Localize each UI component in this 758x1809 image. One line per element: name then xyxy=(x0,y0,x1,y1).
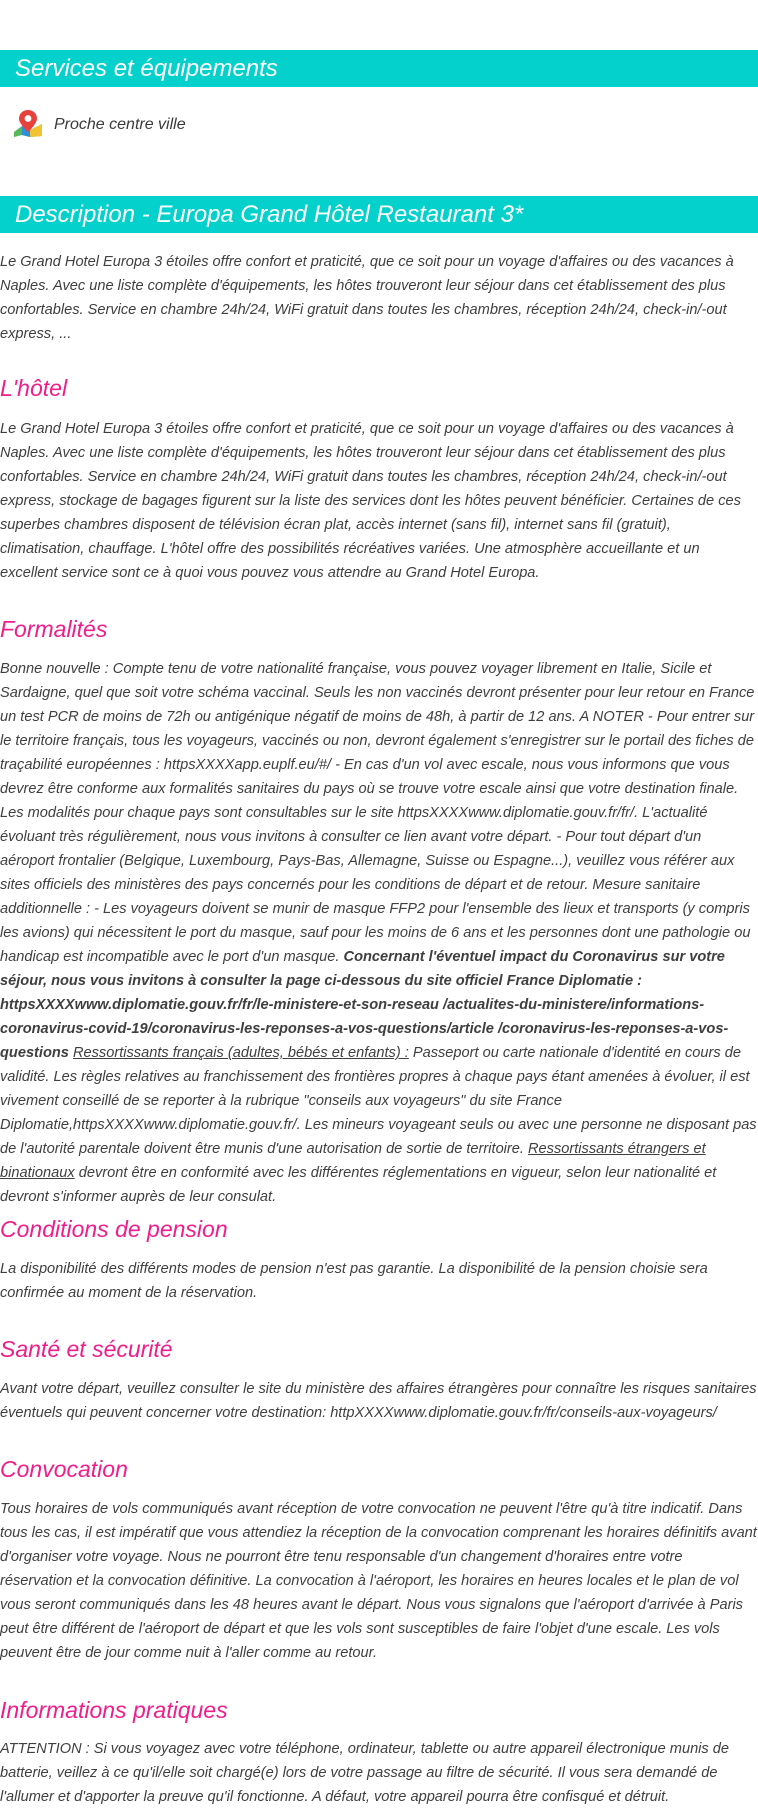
sante-heading: Santé et sécurité xyxy=(0,1336,173,1362)
formalites-heading: Formalités xyxy=(0,616,108,642)
map-pin-icon xyxy=(12,108,44,143)
pension-heading: Conditions de pension xyxy=(0,1216,228,1242)
hotel-heading: L'hôtel xyxy=(0,375,68,401)
service-label: Proche centre ville xyxy=(54,116,186,133)
infos-text: ATTENTION : Si vous voyagez avec votre téléphone, ordinateur, tablette ou autre appareil électronique munis de batterie, veillez à ce qu'il/elle soit chargé(e) lors de votre passage au filtre de sécurité. Il vous sera demandé de l'allumer et d'apporter la preuve qu'il fonctionne. A défaut, votre appareil pourra être confisqué et détruit. xyxy=(0,1741,730,1805)
formalites-text-part-2: Passeport ou carte nationale d'identité en cours de validité. Les règles relatives au franchissement des frontières propres à chaque pays étant amenées à évoluer, il est vivement conseillé de se reporter à la rubrique "conseils aux voyageurs" du site France Diplomatie,httpsXXXXwww.diplomatie.gouv.fr/. Les mineurs voyageant seuls ou avec une personne ne disposant pas de l'autorité parentale doivent être munis d'une autorisation de sortie de territoire. xyxy=(0,1045,757,1157)
infos-heading: Informations pratiques xyxy=(0,1697,228,1723)
convocation-text: Tous horaires de vols communiqués avant réception de votre convocation ne peuvent l'être qu'à titre indicatif. Dans tous les cas, il est impératif que vous attendiez la réception de la convocation comprenant les horaires définitifs avant d'organiser votre voyage. Nous ne pourront être tenu responsable d'un changement d'horaires entre votre réservation et la convocation définitive. La convocation à l'aéroport, les horaires en heures locales et le plan de vol vous seront communiqués dans les 48 heures avant le départ. Nous vous signalons que l'aéroport d'arrivée à Paris peut être différent de l'aéroport de départ et que les vols sont susceptibles de faire l'objet d'une escale. Les vols peuvent être de jour comme nuit à l'aller comme au retour. xyxy=(0,1501,757,1661)
sante-text: Avant votre départ, veuillez consulter le site du ministère des affaires étrangères pour connaître les risques sanitaires éventuels qui peuvent concerner votre destination: httpXXXXwww.diplomatie.gouv.fr/fr/conseils-aux-voyageurs/ xyxy=(0,1381,757,1421)
description-text: Le Grand Hotel Europa 3 étoiles offre confort et praticité, que ce soit pour un voyage d'affaires ou des vacances à Naples. Avec une liste complète d'équipements, les hôtes trouveront leur séjour dans cet établissement des plus confortables. Service en chambre 24h/24, WiFi gratuit dans toutes les chambres, réception 24h/24, check-in/-out express, ... xyxy=(0,254,734,342)
service-item-proche-centre-ville xyxy=(12,108,186,142)
services-title: Services et équipements xyxy=(15,55,278,82)
formalites-underline-foreign: Ressortissants étrangers et binationaux xyxy=(0,1141,706,1181)
services-title-band xyxy=(0,50,758,87)
description-title-band xyxy=(0,196,758,233)
convocation-heading: Convocation xyxy=(0,1456,128,1482)
formalites-bold-notice: Concernant l'éventuel impact du Coronavirus sur votre séjour, nous vous invitons à consulter la page ci-dessous du site officiel France Diplomatie : httpsXXXXwww.diplomatie.gouv.fr/fr/le-ministere-et-son-reseau /actualites-du-ministere/informations-coronavirus-covid-19/coronavirus-les-reponses-a-vos-questions/article /coronavirus-les-reponses-a-vos-questions xyxy=(0,949,729,1061)
hotel-text: Le Grand Hotel Europa 3 étoiles offre confort et praticité, que ce soit pour un voyage d'affaires ou des vacances à Naples. Avec une liste complète d'équipements, les hôtes trouveront leur séjour dans cet établissement des plus confortables. Service en chambre 24h/24, WiFi gratuit dans toutes les chambres, réception 24h/24, check-in/-out express, stockage de bagages figurent sur la liste des services dont les hôtes peuvent bénéficier. Certaines de ces superbes chambres disposent de télévision écran plat, accès internet (sans fil), internet sans fil (gratuit), climatisation, chauffage. L'hôtel offre des possibilités récréatives variées. Une atmosphère accueillante et un excellent service sont ce à quoi vous pouvez vous attendre au Grand Hotel Europa. xyxy=(0,421,741,581)
description-title: Description - Europa Grand Hôtel Restaurant 3* xyxy=(15,201,524,228)
pension-text: La disponibilité des différents modes de pension n'est pas garantie. La disponibilité de la pension choisie sera confirmée au moment de la réservation. xyxy=(0,1261,708,1301)
formalites-text-part-1: Bonne nouvelle : Compte tenu de votre nationalité française, vous pouvez voyager librement en Italie, Sicile et Sardaigne, quel que soit votre schéma vaccinal. Seuls les non vaccinés devront présenter pour leur retour en France un test PCR de moins de 72h ou antigénique négatif de moins de 48h, à partir de 12 ans. A NOTER - Pour entrer sur le territoire français, tous les voyageurs, vaccinés ou non, devront également s'enregistrer sur le portail des fiches de traçabilité européennes : httpsXXXXapp.euplf.eu/#/ - En cas d'un vol avec escale, nous vous informons que vous devrez être conforme aux formalités sanitaires du pays où se trouve votre escale ainsi que votre destination finale. Les modalités pour chaque pays sont consultables sur le site httpsXXXXwww.diplomatie.gouv.fr/fr/. L'actualité évoluant très régulièrement, nous vous invitons à consulter ce lien avant votre départ. - Pour tout départ d'un aéroport frontalier (Belgique, Luxembourg, Pays-Bas, Allemagne, Suisse ou Espagne...), veuillez vous référer aux sites officiels des ministères des pays concernés pour les conditions de départ et de retour. Mesure sanitaire additionnelle : - Les voyageurs doivent se munir de masque FFP2 pour l'ensemble des lieux et transports (y compris les avions) qui nécessitent le port du masque, sauf pour les moins de 6 ans et les personnes dont une pathologie ou handicap est incompatible avec le port d'un masque. xyxy=(0,661,755,965)
formalites-text xyxy=(0,657,758,1209)
formalites-underline-french: Ressortissants français (adultes, bébés et enfants) : xyxy=(72,1045,409,1061)
formalites-text-part-3: devront être en conformité avec les différentes réglementations en vigueur, selon leur nationalité et devront s'informer auprès de leur consulat. xyxy=(0,1165,717,1205)
